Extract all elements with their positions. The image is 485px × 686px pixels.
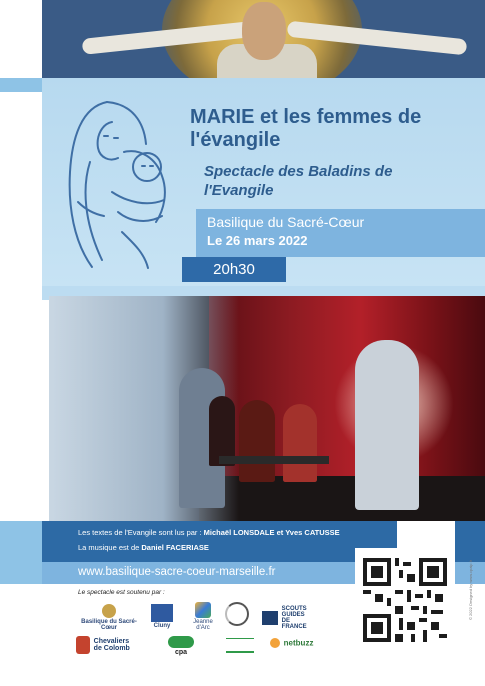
credits-band-right bbox=[455, 521, 485, 562]
sponsor-name: Chevaliers de Colomb bbox=[93, 638, 130, 652]
sponsor-logo-scouts bbox=[262, 606, 316, 630]
poster-title: MARIE et les femmes de l'évangile bbox=[190, 106, 422, 151]
poster-subtitle: Spectacle des Baladins de l'Evangile bbox=[204, 163, 393, 199]
sponsor-logo-book bbox=[222, 638, 258, 654]
copyright-note: © 2022 Designed by www.cpaip.fr bbox=[468, 559, 473, 620]
sponsor-name: Cluny bbox=[153, 623, 171, 629]
sponsor-name: Jeanne d'Arc bbox=[193, 619, 213, 631]
time-badge: 20h30 bbox=[182, 257, 286, 282]
sponsor-name: Basilique du Sacré-Cœur bbox=[81, 619, 137, 631]
header-mosaic-image bbox=[42, 0, 485, 78]
date-text: Le 26 mars 2022 bbox=[207, 233, 308, 248]
jeanne-darc-logo-icon bbox=[195, 602, 211, 618]
chevaliers-logo-icon bbox=[76, 636, 90, 654]
sponsor-name: netbuzz bbox=[283, 638, 314, 648]
left-strip-accent bbox=[0, 78, 42, 92]
sponsor-logo-cluny bbox=[150, 604, 174, 629]
scouts-logo-icon bbox=[262, 611, 278, 625]
book-logo-icon bbox=[226, 638, 254, 653]
website-link[interactable]: www.basilique-sacre-coeur-marseille.fr bbox=[78, 566, 276, 578]
sponsor-name: cpa bbox=[174, 649, 188, 656]
venue-text: Basilique du Sacré-Cœur bbox=[207, 214, 365, 230]
sponsor-logo-cpa bbox=[164, 636, 198, 656]
swirl-logo-icon bbox=[225, 602, 249, 626]
support-label: Le spectacle est soutenu par : bbox=[78, 589, 165, 596]
credits-music-name: Daniel FACERIASE bbox=[141, 543, 209, 552]
madonna-icon bbox=[52, 92, 190, 272]
sponsor-logo-jeanne-darc bbox=[186, 602, 220, 631]
photo-figure-mary bbox=[355, 340, 419, 510]
sponsor-name: SCOUTS GUIDES DE FRANCE bbox=[281, 606, 307, 630]
qr-code-icon[interactable] bbox=[363, 558, 447, 642]
sponsor-logo-chevaliers bbox=[76, 636, 140, 654]
credits-readers-names: Michaël LONSDALE et Yves CATUSSE bbox=[203, 528, 340, 537]
sponsor-logo-basilique bbox=[78, 604, 140, 631]
basilique-logo-icon bbox=[102, 604, 116, 618]
credits-music-prefix: La musique est de bbox=[78, 543, 142, 552]
left-strip-accent-bottom bbox=[0, 521, 42, 584]
stage-photo bbox=[49, 296, 485, 521]
credits-line-music bbox=[78, 543, 209, 552]
sponsor-logo-swirl bbox=[224, 602, 250, 627]
photo-stage-floor bbox=[199, 476, 485, 521]
netbuzz-logo-icon bbox=[270, 638, 280, 648]
sponsor-logo-netbuzz bbox=[270, 638, 320, 648]
photo-figure bbox=[239, 400, 275, 482]
photo-figure bbox=[283, 404, 317, 482]
cluny-logo-icon bbox=[151, 604, 173, 622]
left-strip bbox=[0, 0, 42, 686]
credits-line-readers bbox=[78, 528, 340, 537]
mosaic-face bbox=[242, 2, 286, 60]
credits-readers-prefix: Les textes de l'Evangile sont lus par : bbox=[78, 528, 204, 537]
photo-table bbox=[219, 456, 329, 464]
cpa-logo-icon bbox=[168, 636, 194, 648]
